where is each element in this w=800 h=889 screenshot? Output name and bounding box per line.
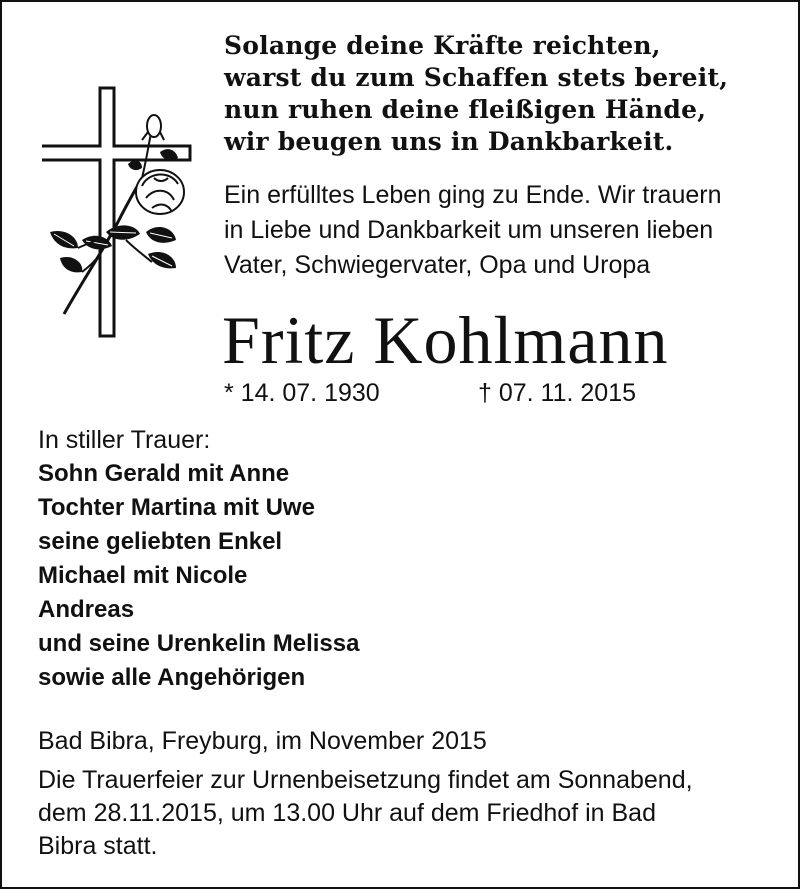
mourner-entry: Andreas: [38, 596, 135, 623]
mourner-entry: seine geliebten Enkel: [38, 528, 283, 555]
mourner-entry: und seine Urenkelin Melissa: [38, 630, 360, 657]
verse-line: wir beugen uns in Dankbarkeit.: [224, 127, 674, 156]
mourner-entry: Michael mit Nicole: [38, 562, 248, 589]
mourner-entry: sowie alle Angehörigen: [38, 664, 306, 691]
deceased-name: Fritz Kohlmann: [222, 302, 669, 378]
death-date: † 07. 11. 2015: [478, 379, 637, 407]
mourner-entry: Sohn Gerald mit Anne: [38, 460, 290, 487]
funeral-line: dem 28.11.2015, um 13.00 Uhr auf dem Friedhof in Bad: [38, 799, 656, 827]
intro-line: in Liebe und Dankbarkeit um unseren lieben: [224, 216, 714, 244]
life-dates: [224, 376, 784, 410]
birth-date: * 14. 07. 1930: [224, 379, 380, 407]
mourners-label: In stiller Trauer:: [38, 426, 211, 454]
mourners-list: [38, 457, 758, 695]
funeral-line: Die Trauerfeier zur Urnenbeisetzung findet am Sonnabend,: [38, 766, 693, 794]
poem-verse: [224, 30, 784, 158]
intro-line: Vater, Schwiegervater, Opa und Uropa: [224, 251, 651, 279]
intro-line: Ein erfülltes Leben ging zu Ende. Wir trauern: [224, 181, 722, 209]
verse-line: warst du zum Schaffen stets bereit,: [224, 63, 729, 92]
cross-with-rose-icon: [42, 82, 192, 342]
intro-text: [224, 178, 784, 283]
verse-line: Solange deine Kräfte reichten,: [224, 31, 661, 60]
place-and-date: Bad Bibra, Freyburg, im November 2015: [38, 727, 487, 755]
funeral-line: Bibra statt.: [38, 832, 158, 860]
funeral-notice: [38, 764, 778, 863]
mourner-entry: Tochter Martina mit Uwe: [38, 494, 315, 521]
verse-line: nun ruhen deine fleißigen Hände,: [224, 95, 707, 124]
